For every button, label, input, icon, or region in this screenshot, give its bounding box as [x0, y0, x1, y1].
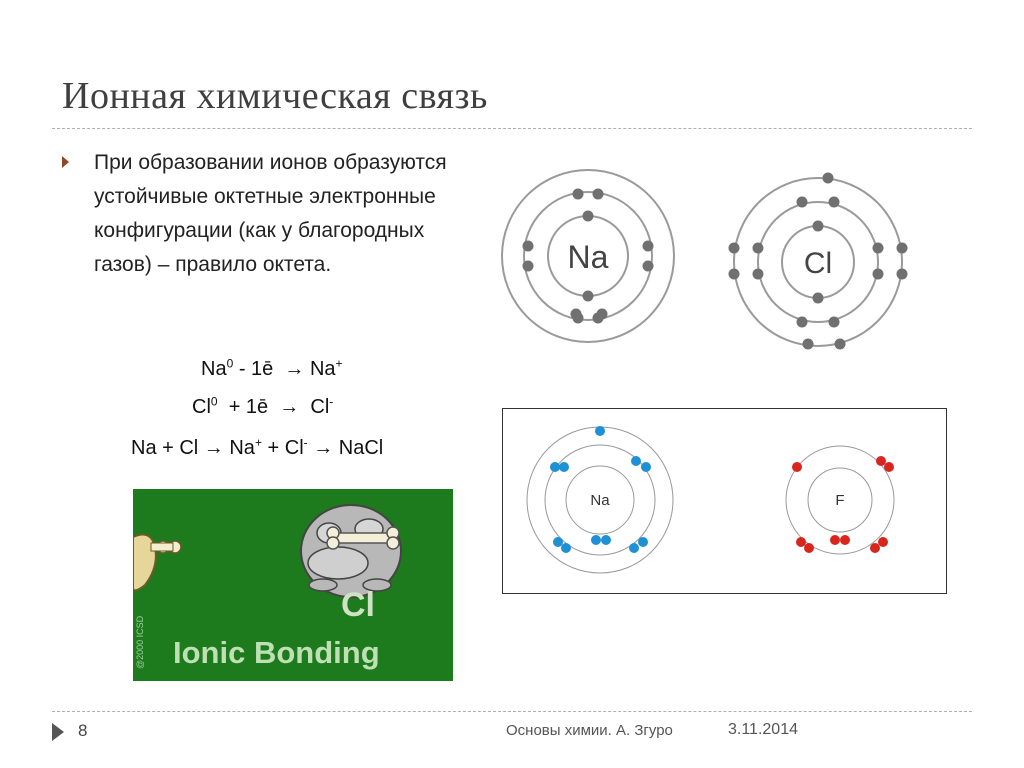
- ionic-bonding-illustration: [133, 489, 453, 681]
- na-small-electron: [629, 543, 639, 553]
- eq2-a: Cl: [192, 396, 211, 418]
- eq3-b-sup: -: [303, 435, 308, 450]
- f-small-electron: [804, 543, 814, 553]
- na-symbol: Na: [567, 239, 609, 275]
- footer-divider: [52, 711, 972, 712]
- na-small-electron: [553, 537, 563, 547]
- f-small-electron: [830, 535, 840, 545]
- cl-electron: [797, 317, 808, 328]
- equation-nacl: [131, 437, 383, 460]
- na-electron: [597, 309, 608, 320]
- cl-electron: [829, 197, 840, 208]
- cl-electron: [753, 243, 764, 254]
- bullet-text: При образовании ионов образуются устойчивые октетные электронные конфигурации (как у благородных газов) – правило октета.: [94, 151, 447, 276]
- title-divider: [52, 128, 972, 129]
- na-small-electron: [638, 537, 648, 547]
- cl-electron: [873, 269, 884, 280]
- equation-cl: [192, 396, 333, 419]
- bullet-arrow-icon: [62, 156, 69, 168]
- na-f-atoms: [503, 409, 946, 593]
- f-small-electron: [840, 535, 850, 545]
- eq3-tail: → NaCl: [307, 437, 384, 459]
- f-small-electron: [796, 537, 806, 547]
- cl-electron: [829, 317, 840, 328]
- na-electron: [523, 241, 534, 252]
- na-small-electron: [561, 543, 571, 553]
- cl-label: Cl: [341, 586, 375, 624]
- na-small-electron: [631, 456, 641, 466]
- footer-date: 3.11.2014: [728, 721, 798, 738]
- eq3-mid: + Cl: [261, 437, 304, 459]
- na-small-electron: [591, 535, 601, 545]
- cl-electron: [803, 339, 814, 350]
- eq1-a-sup: 0: [226, 356, 234, 371]
- cl-atom-diagram: [724, 172, 914, 356]
- cl-symbol: Cl: [803, 247, 833, 280]
- na-electron: [523, 261, 534, 272]
- na-electron: [593, 189, 604, 200]
- eq1-mid: - 1ē → Na: [233, 358, 336, 380]
- na-small-electron: [550, 462, 560, 472]
- na-small-electron: [641, 462, 651, 472]
- na-electron: [643, 261, 654, 272]
- f-small-electron: [876, 456, 886, 466]
- cl-electron: [835, 339, 846, 350]
- slide-title: Ионная химическая связь: [62, 75, 488, 117]
- na-f-diagram-frame: [502, 408, 947, 594]
- cl-electron: [813, 293, 824, 304]
- eq1-b-sup: +: [335, 356, 343, 371]
- cl-electron: [823, 173, 834, 184]
- f-small-electron: [792, 462, 802, 472]
- eq2-mid: + 1ē → Cl: [217, 396, 330, 418]
- cl-electron: [897, 243, 908, 254]
- eq3-a: Na + Cl → Na: [131, 437, 255, 459]
- eq2-a-sup: 0: [210, 394, 218, 409]
- f-small-electron: [884, 462, 894, 472]
- eq3-a-sup: +: [254, 435, 262, 450]
- copyright-text: @2000 ICSD: [135, 615, 145, 669]
- na-small-electron: [595, 426, 605, 436]
- f-small-electron: [870, 543, 880, 553]
- eq2-b-sup: -: [329, 394, 334, 409]
- equation-na: [201, 358, 343, 381]
- na-electron: [583, 291, 594, 302]
- cl-electron: [729, 269, 740, 280]
- page-number: 8: [78, 721, 88, 740]
- cl-electron: [797, 197, 808, 208]
- cl-electron: [753, 269, 764, 280]
- na-electron: [583, 211, 594, 222]
- na-small-electron: [559, 462, 569, 472]
- cl-electron: [729, 243, 740, 254]
- f-small-symbol: F: [835, 492, 845, 509]
- ionic-bonding-caption: Ionic Bonding: [173, 635, 380, 670]
- na-small-electron: [601, 535, 611, 545]
- footer-arrow-icon: [52, 723, 64, 741]
- na-electron: [643, 241, 654, 252]
- f-small-electron: [878, 537, 888, 547]
- cl-electron: [873, 243, 884, 254]
- na-electron: [573, 189, 584, 200]
- footer-author: Основы химии. А. Згуро: [506, 722, 673, 739]
- cl-electron: [813, 221, 824, 232]
- eq1-a: Na: [201, 358, 227, 380]
- cl-electron: [897, 269, 908, 280]
- na-electron: [571, 309, 582, 320]
- na-small-symbol: Na: [590, 492, 610, 509]
- na-atom-diagram: [498, 166, 682, 346]
